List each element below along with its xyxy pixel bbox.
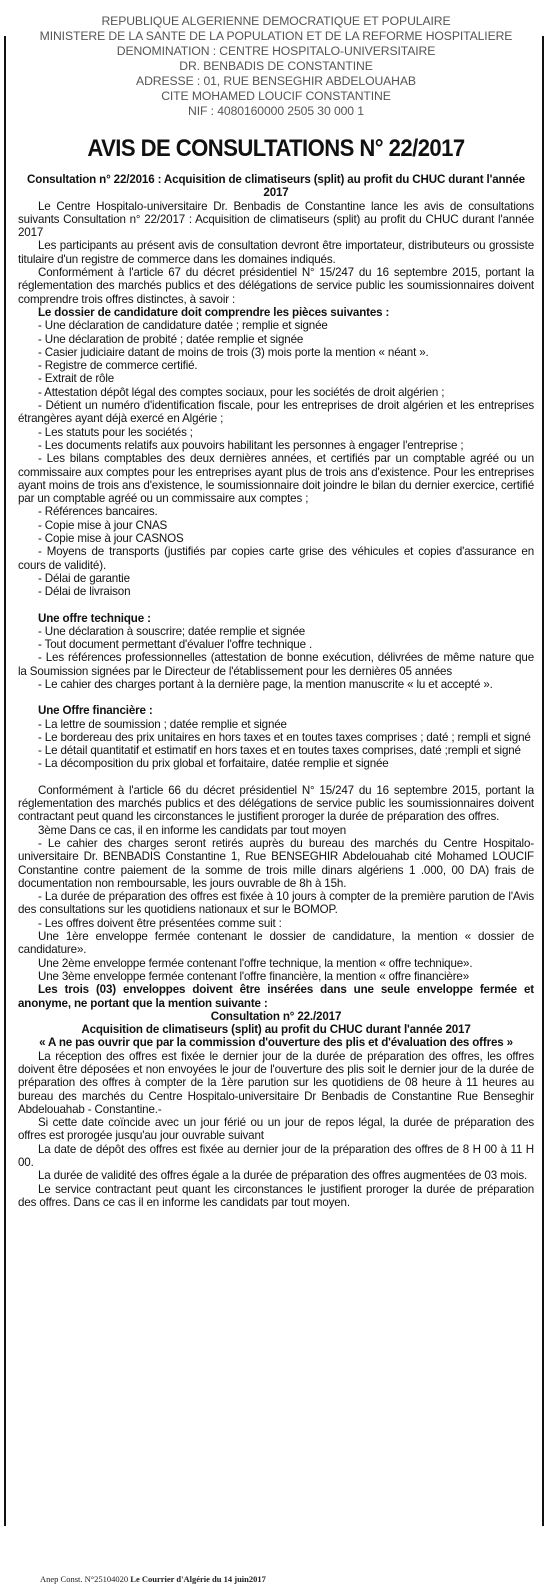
paragraph-spacer	[18, 771, 534, 784]
paragraph: - Une déclaration de candidature datée ; remplie et signée	[38, 319, 328, 333]
paragraph: Conformément à l'article 66 du décret présidentiel N° 15/247 du 16 septembre 2015, portant la réglementation des marchés publics et des délégations de service public les soumissionnaires doivent contractant peut quand les circonstances le justifient proroger la durée de préparation des offres.	[18, 783, 534, 824]
paragraph: Le dossier de candidature doit comprendre les pièces suivantes :	[38, 305, 390, 319]
paragraph: - Registre de commerce certifié.	[38, 359, 198, 373]
paragraph: - Le détail quantitatif et estimatif en hors taxes et en toutes taxes comprises, daté ;rempli et signé	[38, 744, 521, 758]
paragraph: - Le bordereau des prix unitaires en hors taxes et en toutes taxes comprises ; daté ; rempli et signé	[38, 730, 531, 744]
left-margin-rule	[4, 36, 6, 1526]
paragraph: La réception des offres est fixée le dernier jour de la durée de préparation des offres, les offres doivent être déposées et non envoyées le jour de l'ouverture des plis soit le dernier jour de la durée de préparation des offres à compter de la 1ère parution sur les quotidiens de 08 heure à 11 heures au bureau des marchés du Centre Hospitalo-universitaire Dr Benbadis de Constantine Rue Benseghir Abdelouahab - Constantine.-	[18, 1049, 534, 1116]
paragraph: - Les documents relatifs aux pouvoirs habilitant les personnes à engager l'entreprise ;	[38, 438, 464, 452]
paragraph: - La durée de préparation des offres est fixée à 10 jours à compter de la première parution de l'Avis des consultations sur les quotidiens nationaux et sur le BOMOP.	[18, 890, 534, 917]
paragraph: - Casier judiciaire datant de moins de trois (3) mois porte la mention « néant ».	[38, 345, 429, 359]
paragraph: Consultation n° 22/2016 : Acquisition de climatiseurs (split) au profit du CHUC durant l'année 2017	[27, 173, 525, 200]
paragraph: - Extrait de rôle	[38, 372, 115, 386]
paragraph: - Les bilans comptables des deux dernières années, et certifiés par un comptable agréé ou un commissaire aux comptes pour les entreprises ayant plus de trois ans d'existence. Pour les entreprises ayant moins de trois ans d'existence, le soumissionnaire doit joindre le bilan du dernier exercice, certifié par un comptable agréé ou un commissaire aux comptes ;	[18, 452, 534, 506]
right-margin-rule	[542, 36, 544, 1526]
paragraph: - Les références professionnelles (attestation de bonne exécution, délivrées de même nature que la Soumission signées par le Directeur de l'établissement pour les dernières 05 années	[18, 651, 534, 678]
paragraph: Le Centre Hospitalo-universitaire Dr. Benbadis de Constantine lance les avis de consultations suivants Consultation n° 22/2017 : Acquisition de climatiseurs (split) au profit du CHUC durant l'année 2017	[18, 199, 534, 240]
paragraph: - Le cahier des charges portant à la dernière page, la mention manuscrite « lu et accepté ».	[38, 677, 493, 691]
footer-newspaper: Le Courrier d'Algérie du 14 juin2017	[130, 1574, 266, 1584]
paragraph: Conformément à l'article 67 du décret présidentiel N° 15/247 du 16 septembre 2015, portant la réglementation des marchés publics et des délégations de service public les soumissionnaires doivent comprendre trois offres distinctes, à savoir :	[18, 266, 534, 306]
paragraph: - Détient un numéro d'identification fiscale, pour les entreprises de droit algérien et les entreprises étrangères ayant déjà exercé en Algérie ;	[18, 399, 534, 426]
notice-body	[18, 173, 534, 1209]
publication-footer	[40, 1574, 266, 1584]
paragraph-spacer	[18, 599, 534, 612]
notice-title: AVIS DE CONSULTATIONS N° 22/2017	[87, 135, 465, 162]
paragraph: Une Offre financière :	[38, 704, 153, 718]
paragraph: Une 2ème enveloppe fermée contenant l'offre technique, la mention « offre technique».	[38, 956, 473, 970]
paragraph: - Attestation dépôt légal des comptes sociaux, pour les sociétés de droit algérien ;	[38, 385, 445, 399]
paragraph: 3ème Dans ce cas, il en informe les candidats par tout moyen	[38, 823, 347, 837]
paragraph: Acquisition de climatiseurs (split) au profit du CHUC durant l'année 2017	[81, 1023, 471, 1037]
paragraph: - La lettre de soumission ; datée remplie et signée	[38, 717, 287, 731]
paragraph: - Copie mise à jour CASNOS	[38, 532, 184, 546]
paragraph: - Tout document permettant d'évaluer l'offre technique .	[38, 638, 313, 652]
paragraph: Une offre technique :	[38, 611, 151, 625]
paragraph: Si cette date coïncide avec un jour férié ou un jour de repos légal, la durée de préparation des offres est prorogée jusqu'au jour ouvrable suivant	[18, 1116, 534, 1143]
paragraph: - Les offres doivent être présentées comme suit :	[38, 916, 282, 930]
header-line: NIF : 4080160000 2505 30 000 1	[188, 104, 364, 118]
paragraph: Les trois (03) enveloppes doivent être insérées dans une seule enveloppe fermée et anonyme, ne portant que la mention suivante :	[18, 983, 534, 1010]
header-line: REPUBLIQUE ALGERIENNE DEMOCRATIQUE ET POPULAIRE	[101, 14, 451, 28]
header-line: MINISTERE DE LA SANTE DE LA POPULATION ET DE LA REFORME HOSPITALIERE	[39, 29, 513, 43]
paragraph: - Le cahier des charges seront retirés auprès du bureau des marchés du Centre Hospitalo-universitaire Dr. BENBADIS Constantine 1, Rue BENSEGHIR Abdelouahab cité Mohamed LOUCIF Constantine contre paiement de la somme de trois mille dinars algériens 1 .000, 00 DA) frais de documentation non remboursable, les jours ouvrable de 8h à 15h.	[18, 836, 534, 890]
paragraph: - Références bancaires.	[38, 505, 158, 519]
paragraph: La date de dépôt des offres est fixée au dernier jour de la préparation des offres de 8 H 00 à 11 H 00.	[18, 1142, 534, 1170]
paragraph: Consultation n° 22./2017	[210, 1009, 342, 1023]
paragraph: - Copie mise à jour CNAS	[38, 518, 168, 532]
header-line: ADRESSE : 01, RUE BENSEGHIR ABDELOUAHAB	[136, 74, 416, 88]
paragraph: Une 1ère enveloppe fermée contenant le dossier de candidature, la mention « dossier de candidature».	[18, 930, 534, 957]
paragraph: - Une déclaration de probité ; datée remplie et signée	[38, 332, 304, 346]
paragraph: Une 3ème enveloppe fermée contenant l'offre financière, la mention « offre financière»	[38, 969, 470, 983]
paragraph: - Délai de livraison	[38, 585, 131, 599]
paragraph-spacer	[18, 691, 534, 704]
paragraph: - Les statuts pour les sociétés ;	[38, 425, 193, 439]
header-line: DENOMINATION : CENTRE HOSPITALO-UNIVERSITAIRE	[116, 44, 436, 58]
paragraph: « A ne pas ouvrir que par la commission d'ouverture des plis et d'évaluation des offres »	[39, 1036, 513, 1050]
paragraph: Le service contractant peut quant les circonstances le justifient proroger la durée de préparation des offres. Dans ce cas il en informe les candidats par tout moyen.	[18, 1182, 534, 1209]
paragraph: Les participants au présent avis de consultation devront être importateur, distributeurs ou grossiste titulaire d'un registre de commerce dans les domaines indiqués.	[18, 239, 534, 266]
header-line: DR. BENBADIS DE CONSTANTINE	[179, 59, 373, 73]
footer-ref: Anep Const. N°25104020	[40, 1574, 129, 1584]
issuer-header	[18, 14, 534, 119]
paragraph: - Une déclaration à souscrire; datée remplie et signée	[38, 624, 306, 638]
paragraph: - Délai de garantie	[38, 571, 130, 585]
paragraph: La durée de validité des offres égale a la durée de préparation des offres augmentées de 03 mois.	[38, 1169, 528, 1183]
paragraph: - Moyens de transports (justifiés par copies carte grise des véhicules et copies d'assurance en cours de validité).	[18, 545, 534, 572]
notice-content	[18, 14, 534, 1209]
header-line: CITE MOHAMED LOUCIF CONSTANTINE	[161, 89, 391, 103]
paragraph: - La décomposition du prix global et forfaitaire, datée remplie et signée	[38, 757, 389, 771]
